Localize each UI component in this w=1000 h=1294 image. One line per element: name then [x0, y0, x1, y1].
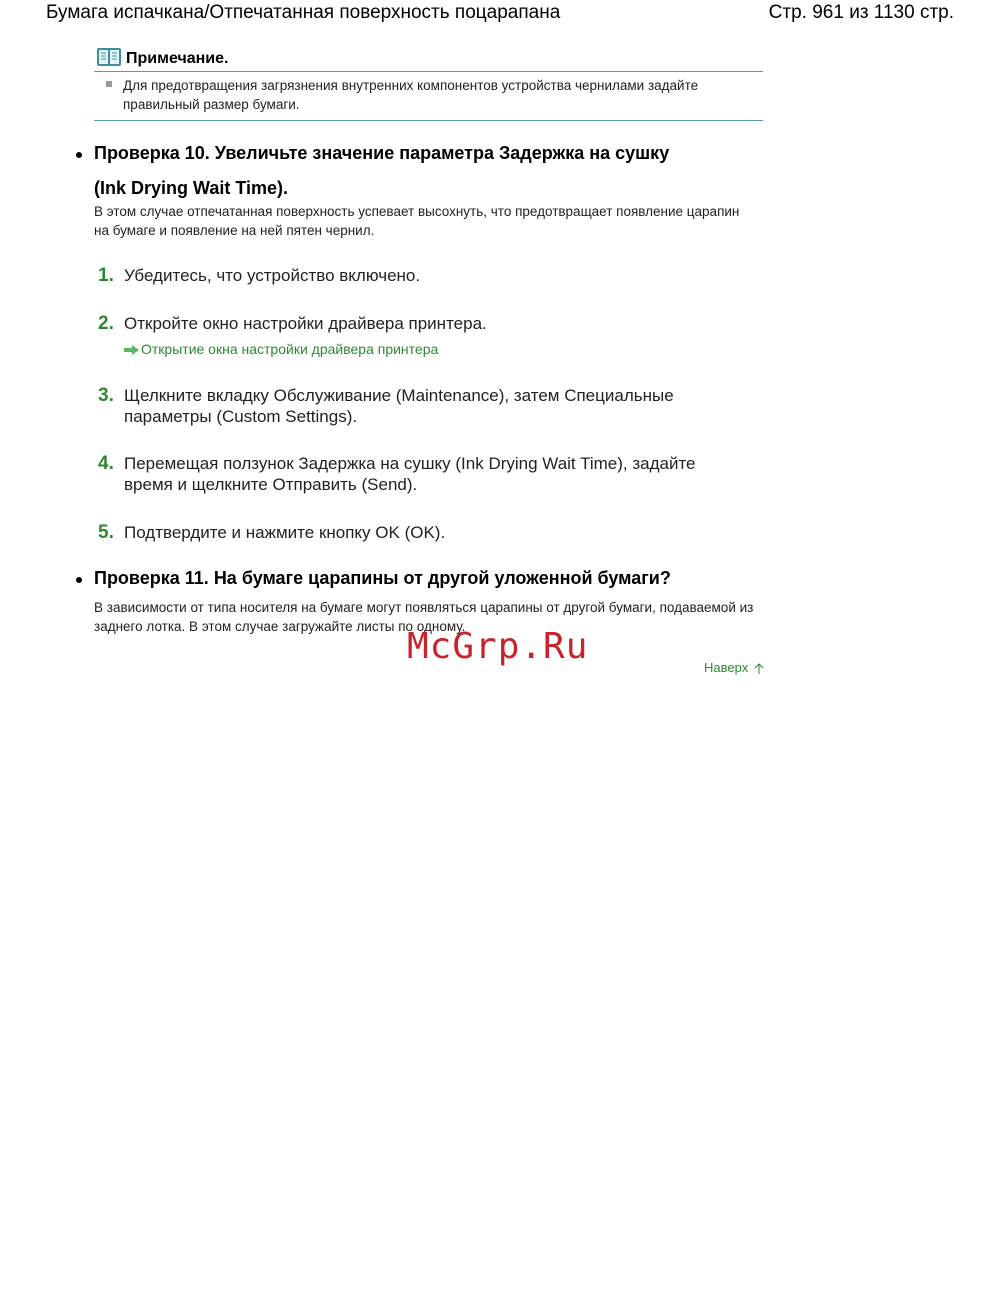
arrow-right-icon [124, 345, 139, 355]
step-text: Откройте окно настройки драйвера принтера. [124, 314, 487, 333]
section10-title: Проверка 10. Увеличьте значение параметра Задержка на сушку [94, 143, 670, 163]
step-text: Щелкните вкладку Обслуживание (Maintenance), затем Специальные параметры (Custom Settings). [124, 386, 674, 426]
page-counter: Стр. 961 из 1130 стр. [768, 2, 954, 23]
step-text: Подтвердите и нажмите кнопку OK (OK). [124, 523, 446, 542]
note-title: Примечание. [126, 50, 229, 67]
step-number: 3. [98, 385, 114, 406]
arrow-up-icon [754, 663, 764, 675]
section11-body: В зависимости от типа носителя на бумаге могут появляться царапины от другой бумаги, подаваемой из заднего лотка. В этом случае загружайте листы по одному. [94, 600, 754, 634]
back-to-top-label: Наверх [704, 660, 749, 675]
note-bullet [106, 81, 112, 87]
back-to-top-link[interactable] [704, 660, 764, 675]
page-title: Бумага испачкана/Отпечатанная поверхность поцарапана [46, 2, 561, 23]
section11-title: Проверка 11. На бумаге царапины от другой уложенной бумаги? [94, 568, 671, 588]
step-number: 1. [98, 265, 114, 286]
step-number: 5. [98, 522, 114, 543]
driver-settings-link[interactable] [124, 341, 438, 357]
note-header [94, 45, 763, 72]
step-text: Убедитесь, что устройство включено. [124, 266, 421, 285]
note-box [94, 45, 763, 121]
section10-body: В этом случае отпечатанная поверхность успевает высохнуть, что предотвращает появление царапин на бумаге и появление на ней пятен чернил. [94, 204, 740, 238]
book-icon [96, 47, 122, 67]
section10-title-cont: (Ink Drying Wait Time). [94, 178, 289, 198]
step-text: Перемещая ползунок Задержка на сушку (Ink Drying Wait Time), задайте время и щелкните Отправить (Send). [124, 454, 696, 494]
section-bullet [76, 152, 82, 158]
driver-settings-link-label: Открытие окна настройки драйвера принтера [141, 341, 439, 357]
note-text: Для предотвращения загрязнения внутренних компонентов устройства чернилами задайте правильный размер бумаги. [123, 78, 699, 112]
watermark: McGrp.Ru [407, 626, 589, 667]
section-bullet [76, 577, 82, 583]
step-number: 2. [98, 313, 114, 334]
step-number: 4. [98, 453, 114, 474]
